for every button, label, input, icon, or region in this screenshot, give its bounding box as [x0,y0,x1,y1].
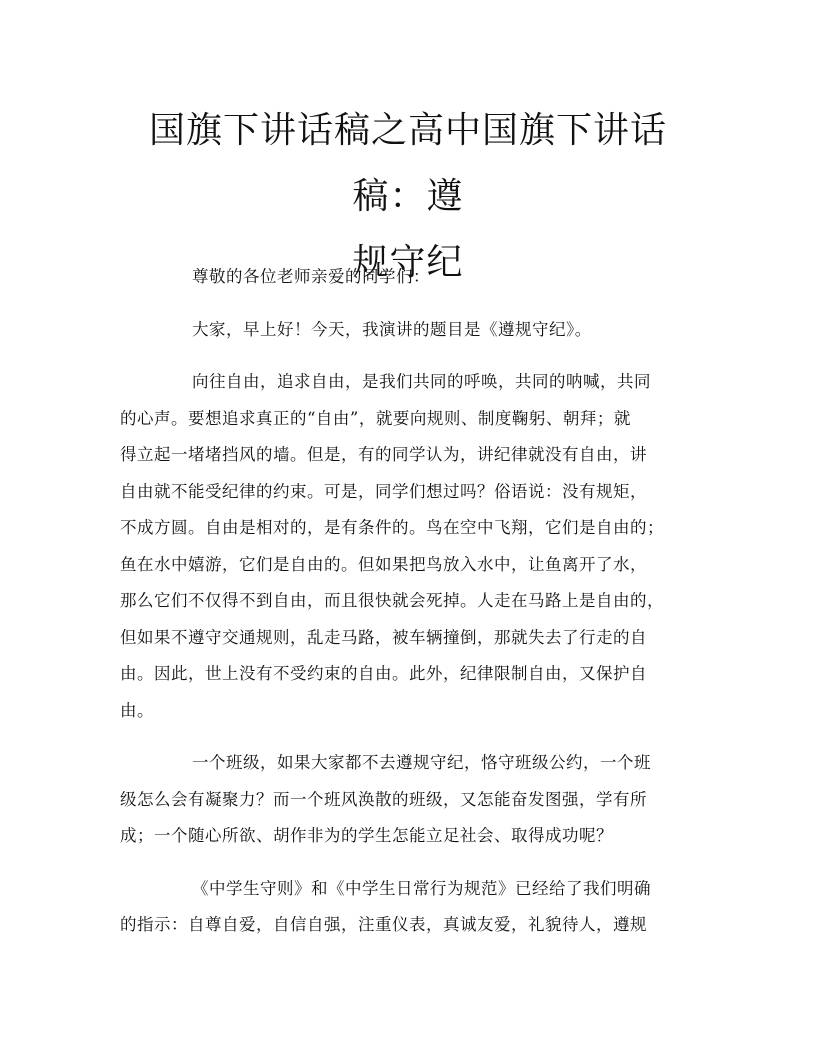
paragraph-line: 由。 [120,700,154,720]
paragraph [120,259,698,296]
paragraph-line: 自由就不能受纪律的约束。可是，同学们想过吗？俗语说：没有规矩， [120,481,647,501]
paragraph-line: 尊敬的各位老师亲爱的同学们： [192,267,430,286]
paragraph-line: 成；一个随心所欲、胡作非为的学生怎能立足社会、取得成功呢？ [120,826,613,845]
paragraph-line: 大家，早上好！今天，我演讲的题目是《遵规守纪》。 [192,319,592,339]
paragraph-line: 得立起一堵堵挡风的墙。但是，有的同学认为，讲纪律就没有自由，讲 [120,445,647,464]
paragraph-line: 但如果不遵守交通规则，乱走马路，被车辆撞倒，那就失去了行走的自 [120,627,647,647]
paragraph [120,312,698,349]
title-line-2: 规守纪 [352,242,464,283]
paragraph-line: 一个班级，如果大家都不去遵规守纪，恪守班级公约，一个班 [192,753,651,772]
paragraph [120,871,698,944]
title-line-1: 国旗下讲话稿之高中国旗下讲话稿：遵 [148,110,667,217]
paragraph-line: 由。因此，世上没有不受约束的自由。此外，纪律限制自由，又保护自 [120,664,647,683]
paragraph-line: 《中学生守则》和《中学生日常行为规范》已经给了我们明确 [192,878,651,898]
paragraph-line: 级怎么会有凝聚力？而一个班风涣散的班级，又怎能奋发图强，学有所 [120,789,647,809]
paragraph-line: 的指示：自尊自爱，自信自强，注重仪表，真诚友爱，礼貌待人，遵规 [120,915,647,934]
paragraph [120,364,698,729]
paragraph-line: 鱼在水中嬉游，它们是自由的。但如果把鸟放入水中，让鱼离开了水， [120,554,647,574]
paragraph-line: 那么它们不仅得不到自由，而且很快就会死掉。人走在马路上是自由的， [120,591,664,610]
paragraph-line: 不成方圆。自由是相对的，是有条件的。鸟在空中飞翔，它们是自由的； [120,518,664,537]
document-body [120,259,698,944]
paragraph-line: 向往自由，追求自由，是我们共同的呼唤，共同的呐喊，共同 [192,372,651,391]
paragraph-line: 的心声。要想追求真正的“自由”，就要向规则、制度鞠躬、朝拜；就 [120,408,631,428]
paragraph [120,745,698,855]
